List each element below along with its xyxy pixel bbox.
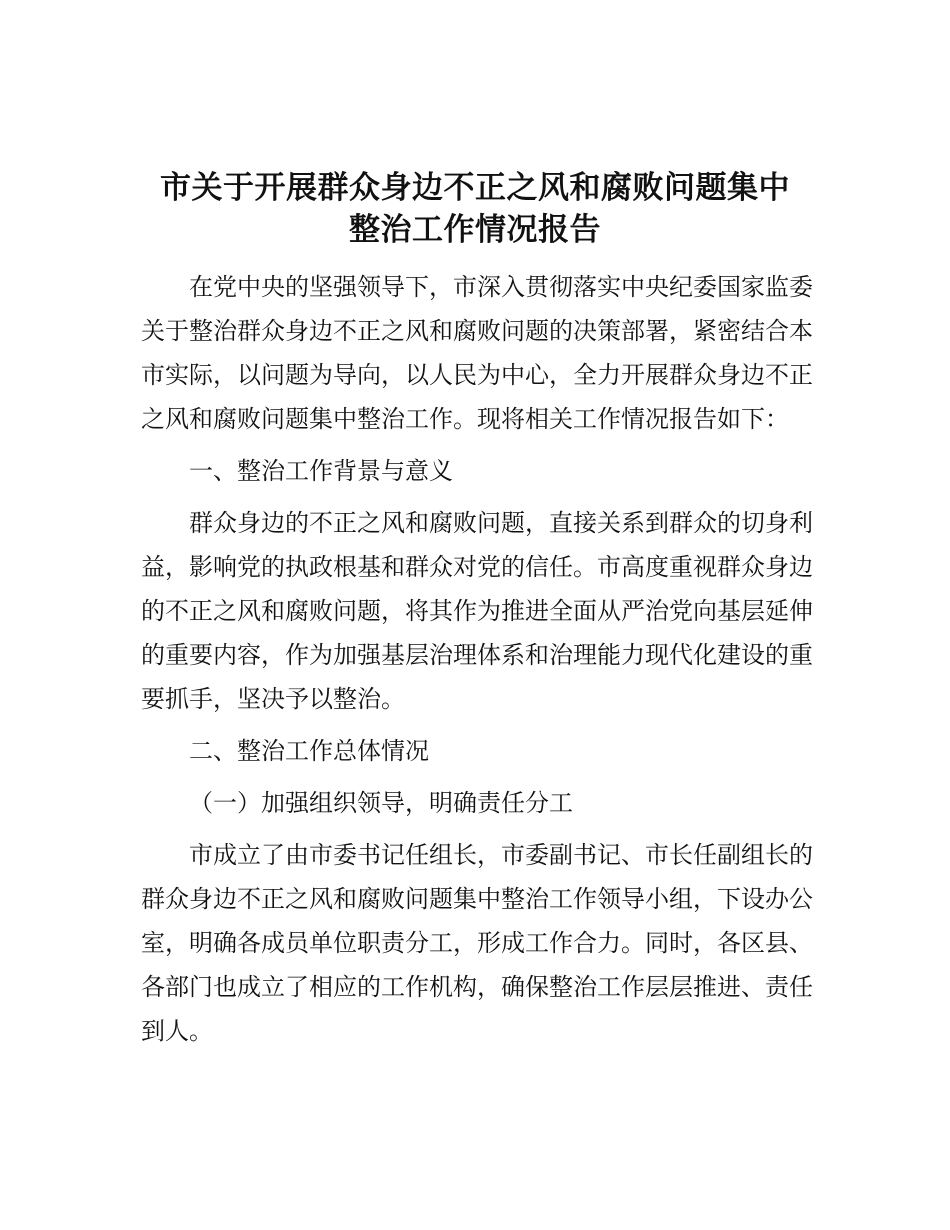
section-1-heading: 一、整治工作背景与意义 — [189, 457, 453, 485]
section-2-heading: 二、整治工作总体情况 — [189, 737, 429, 765]
subsection-1-paragraph: 市成立了由市委书记任组长，市委副书记、市长任副组长的群众身边不正之风和腐败问题集中整治工作领导小组，下设办公室，明确各成员单位职责分工，形成工作合力。同时，各区县、各部门也成立了相应的工作机构，确保整治工作层层推进、责任到人。 — [141, 841, 813, 1045]
document-body — [141, 265, 813, 1061]
section-1-paragraph: 群众身边的不正之风和腐败问题，直接关系到群众的切身利益，影响党的执政根基和群众对党的信任。市高度重视群众身边的不正之风和腐败问题，将其作为推进全面从严治党向基层延伸的重要内容，作为加强基层治理体系和治理能力现代化建设的重要抓手，坚决予以整治。 — [141, 509, 813, 713]
intro-paragraph: 在党中央的坚强领导下，市深入贯彻落实中央纪委国家监委关于整治群众身边不正之风和腐败问题的决策部署，紧密结合本市实际，以问题为导向，以人民为中心，全力开展群众身边不正之风和腐败问题集中整治工作。现将相关工作情况报告如下： — [141, 273, 813, 433]
title-line-2: 整治工作情况报告 — [349, 212, 601, 248]
title-line-1: 市关于开展群众身边不正之风和腐败问题集中 — [160, 170, 790, 206]
subsection-1-heading: （一）加强组织领导，明确责任分工 — [189, 789, 573, 817]
document-title — [110, 167, 840, 251]
